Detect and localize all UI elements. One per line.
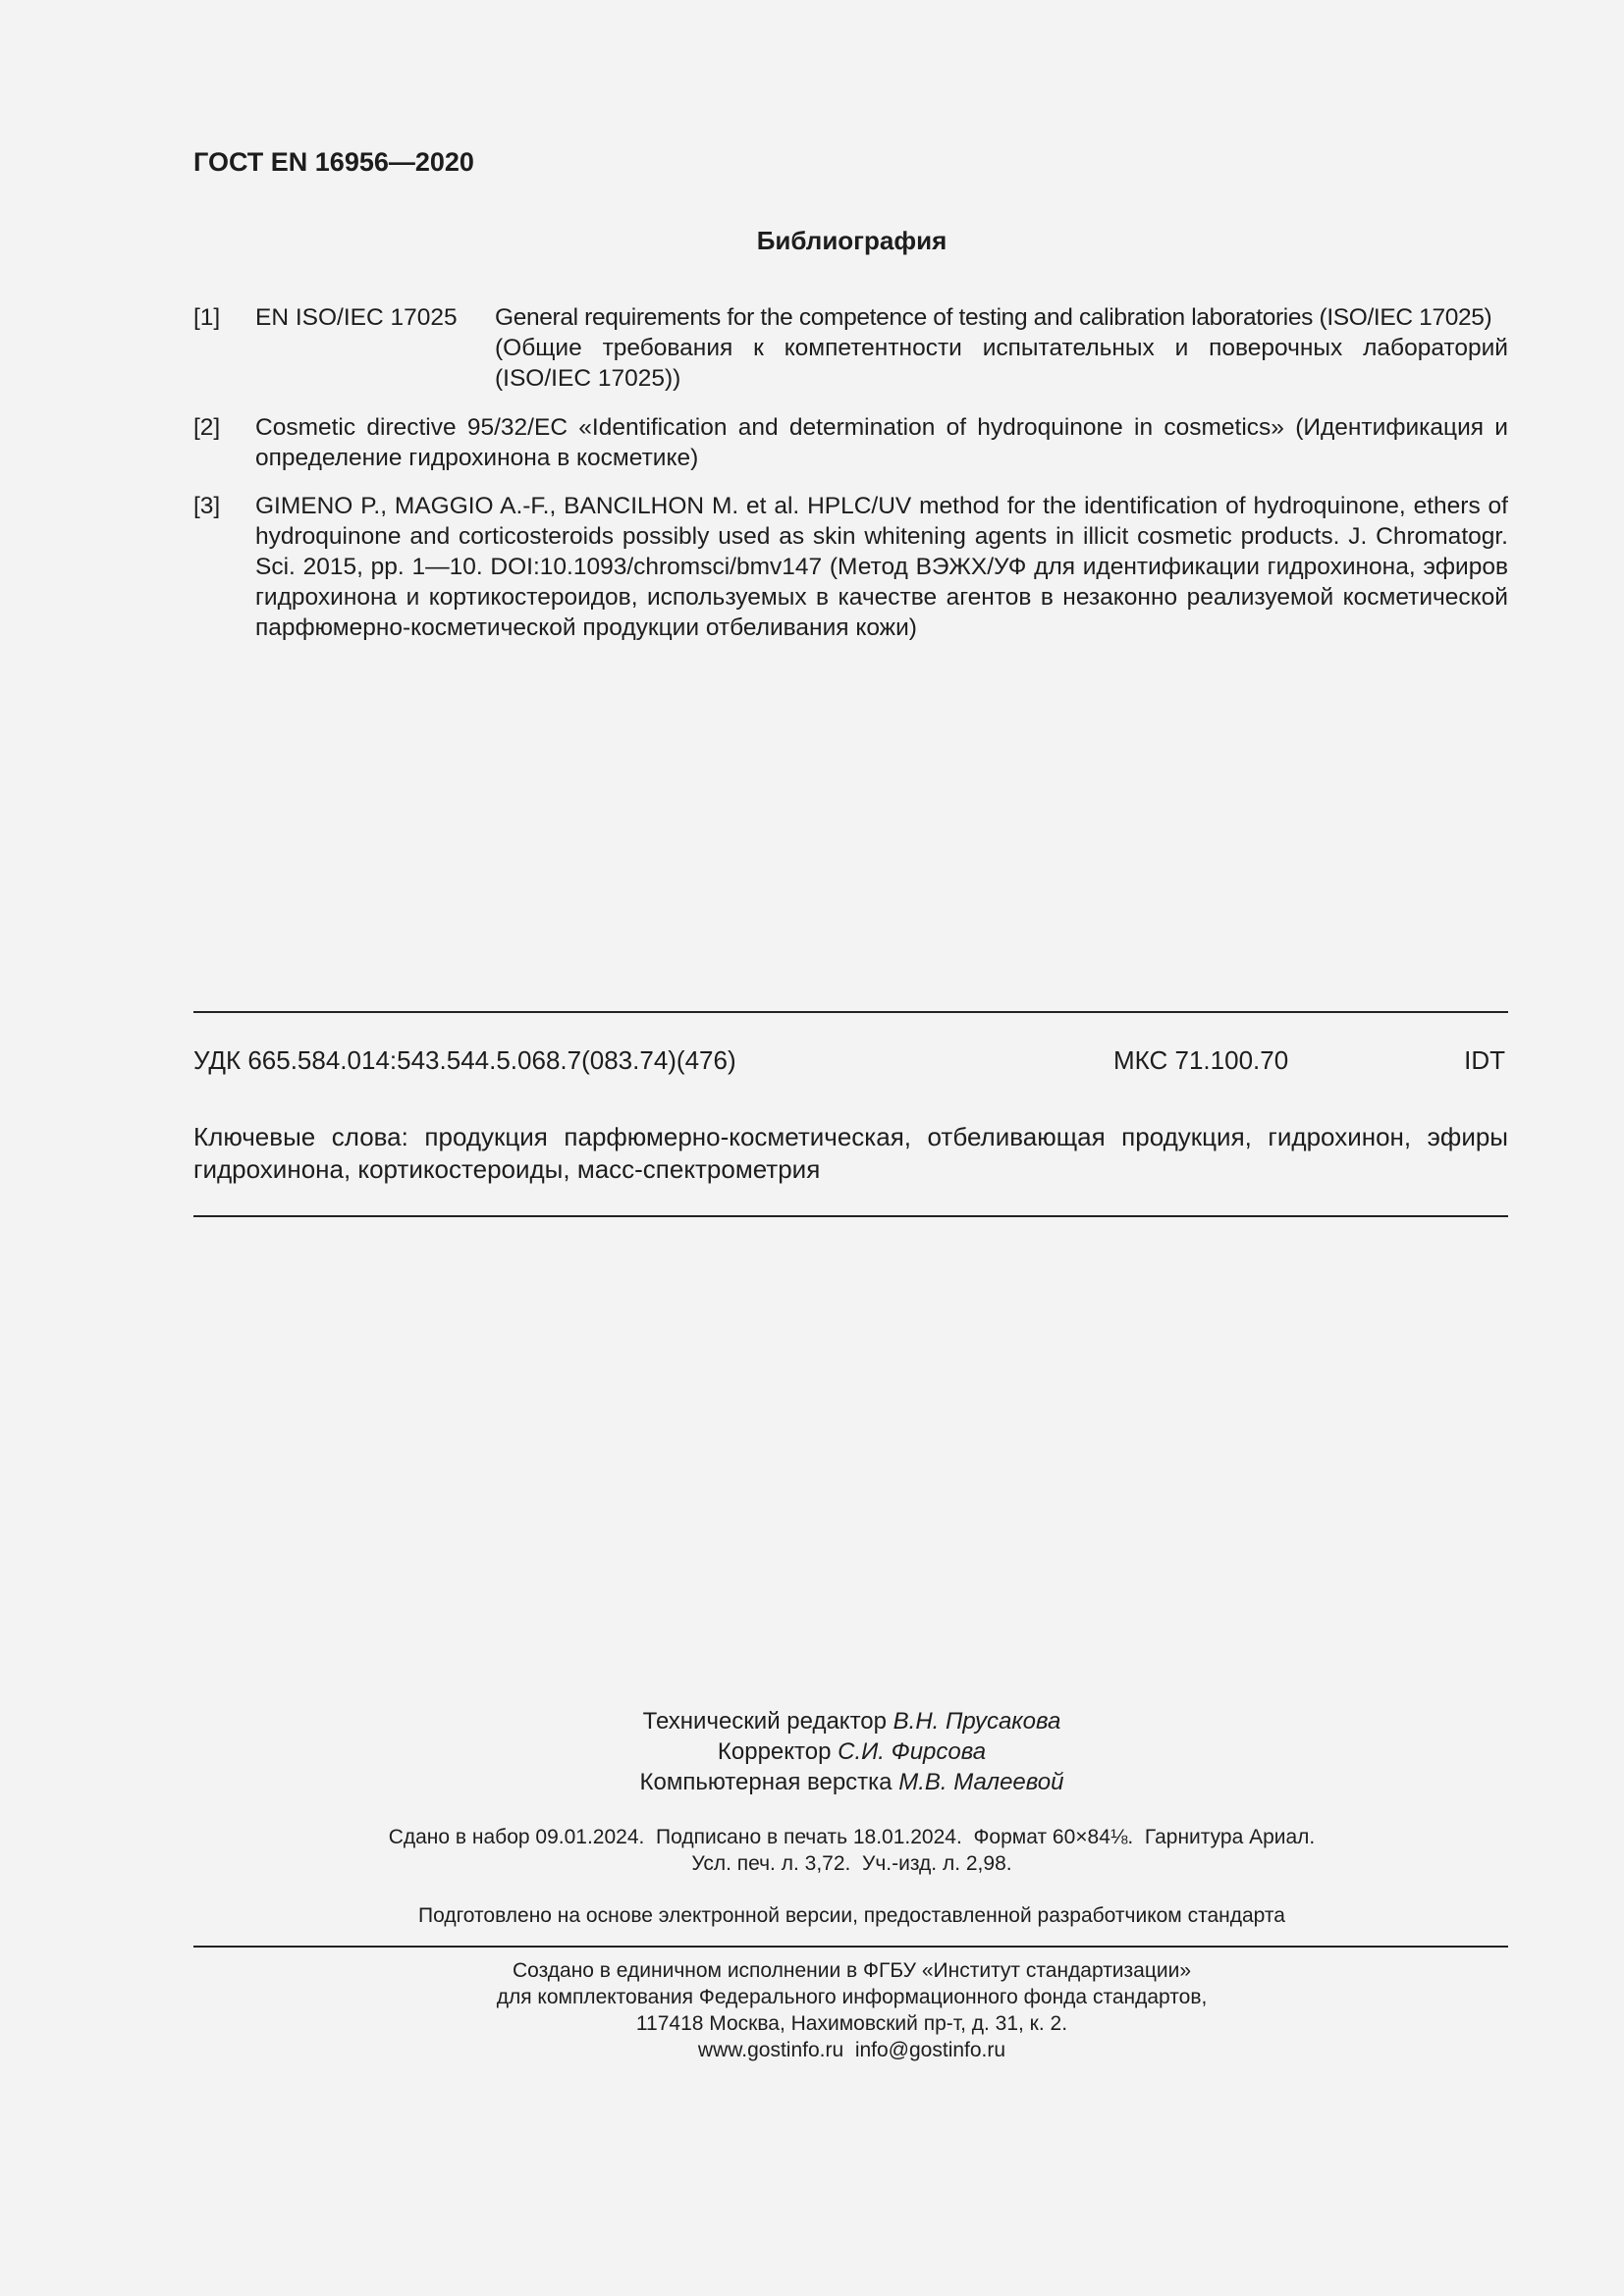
print-info-line: Усл. печ. л. 3,72. Уч.-изд. л. 2,98. [691,1852,1012,1875]
top-divider [193,1011,1508,1013]
ref-number: [2] [193,414,221,441]
ref-number: [1] [193,304,221,331]
print-info [0,1824,1624,1877]
footer-divider [193,1946,1508,1948]
tech-editor-label: Технический редактор [642,1708,887,1735]
corrector-line [80,1736,1624,1767]
credits [0,1706,1624,1797]
bibliography-ref-2 [193,412,1508,475]
ref-text [495,302,1508,394]
udk-code: УДК 665.584.014:543.544.5.068.7(083.74)(476) [193,1045,736,1075]
publisher-line: для комплектования Федерального информационного фонда стандартов, [496,1986,1208,2008]
publisher-info [0,1957,1624,2063]
corrector-label: Корректор [717,1738,832,1765]
print-info-line: Сдано в набор 09.01.2024. Подписано в печать 18.01.2024. Формат 60×84⅛. Гарнитура Ариал. [388,1826,1316,1848]
ref-text-line: (ISO/IEC 17025)) [495,365,681,392]
ref-text: Cosmetic directive 95/32/EC «Identification and determination of hydroquinone in cosmetics» (Идентификация и определение гидрохинона в косметике) [255,414,1508,471]
tech-editor-line [80,1706,1624,1736]
bibliography-ref-3 [193,491,1508,648]
layout-line [80,1767,1624,1797]
document-header: ГОСТ EN 16956—2020 [193,147,474,177]
layout-label: Компьютерная верстка [639,1769,893,1795]
publisher-line: Создано в единичном исполнении в ФГБУ «Институт стандартизации» [512,1959,1192,1982]
publisher-line: 117418 Москва, Нахимовский пр-т, д. 31, к. 2. [635,2012,1068,2035]
publisher-line: www.gostinfo.ru info@gostinfo.ru [697,2039,1006,2061]
idt-label: IDT [1464,1045,1505,1075]
bibliography-title: Библиография [756,226,947,255]
ref-code: EN ISO/IEC 17025 [255,304,458,331]
mks-code: МКС 71.100.70 [1113,1045,1289,1075]
ref-number: [3] [193,493,221,519]
keywords: Ключевые слова: продукция парфюмерно-косметическая, отбеливающая продукция, гидрохинон, эфиры гидрохинона, кортикостероиды, масс-спектрометрия [193,1122,1508,1184]
corrector-name: С.И. Фирсова [838,1738,987,1765]
ref-text-line: General requirements for the competence of testing and calibration laboratories (ISO/IEC 17025) [495,304,1492,331]
classification-row [193,1045,1508,1079]
bibliography-ref-1 [193,302,1508,397]
layout-name: М.В. Малеевой [898,1769,1064,1795]
ref-text-line: (Общие требования к компетентности испытательных и поверочных лабораторий [495,335,1508,361]
prepared-note: Подготовлено на основе электронной версии, предоставленной разработчиком стандарта [418,1904,1285,1927]
ref-text: GIMENO P., MAGGIO A.-F., BANCILHON M. et al. HPLC/UV method for the identification of hydroquinone, ethers of hydroquinone and corticosteroids possibly used as skin whitening agents in illicit cosmetic products. J. Chromatogr. Sci. 2015, pp. 1—10. DOI:10.1093/chromsci/bmv147 (Метод ВЭЖХ/УФ для идентификации гидрохинона, эфиров гидрохинона и кортикостероидов, используемых в качестве агентов в незаконно реализуемой косметической парфюмерно-косметической продукции отбеливания кожи) [255,493,1508,641]
tech-editor-name: В.Н. Прусакова [893,1708,1061,1735]
bottom-divider [193,1215,1508,1217]
